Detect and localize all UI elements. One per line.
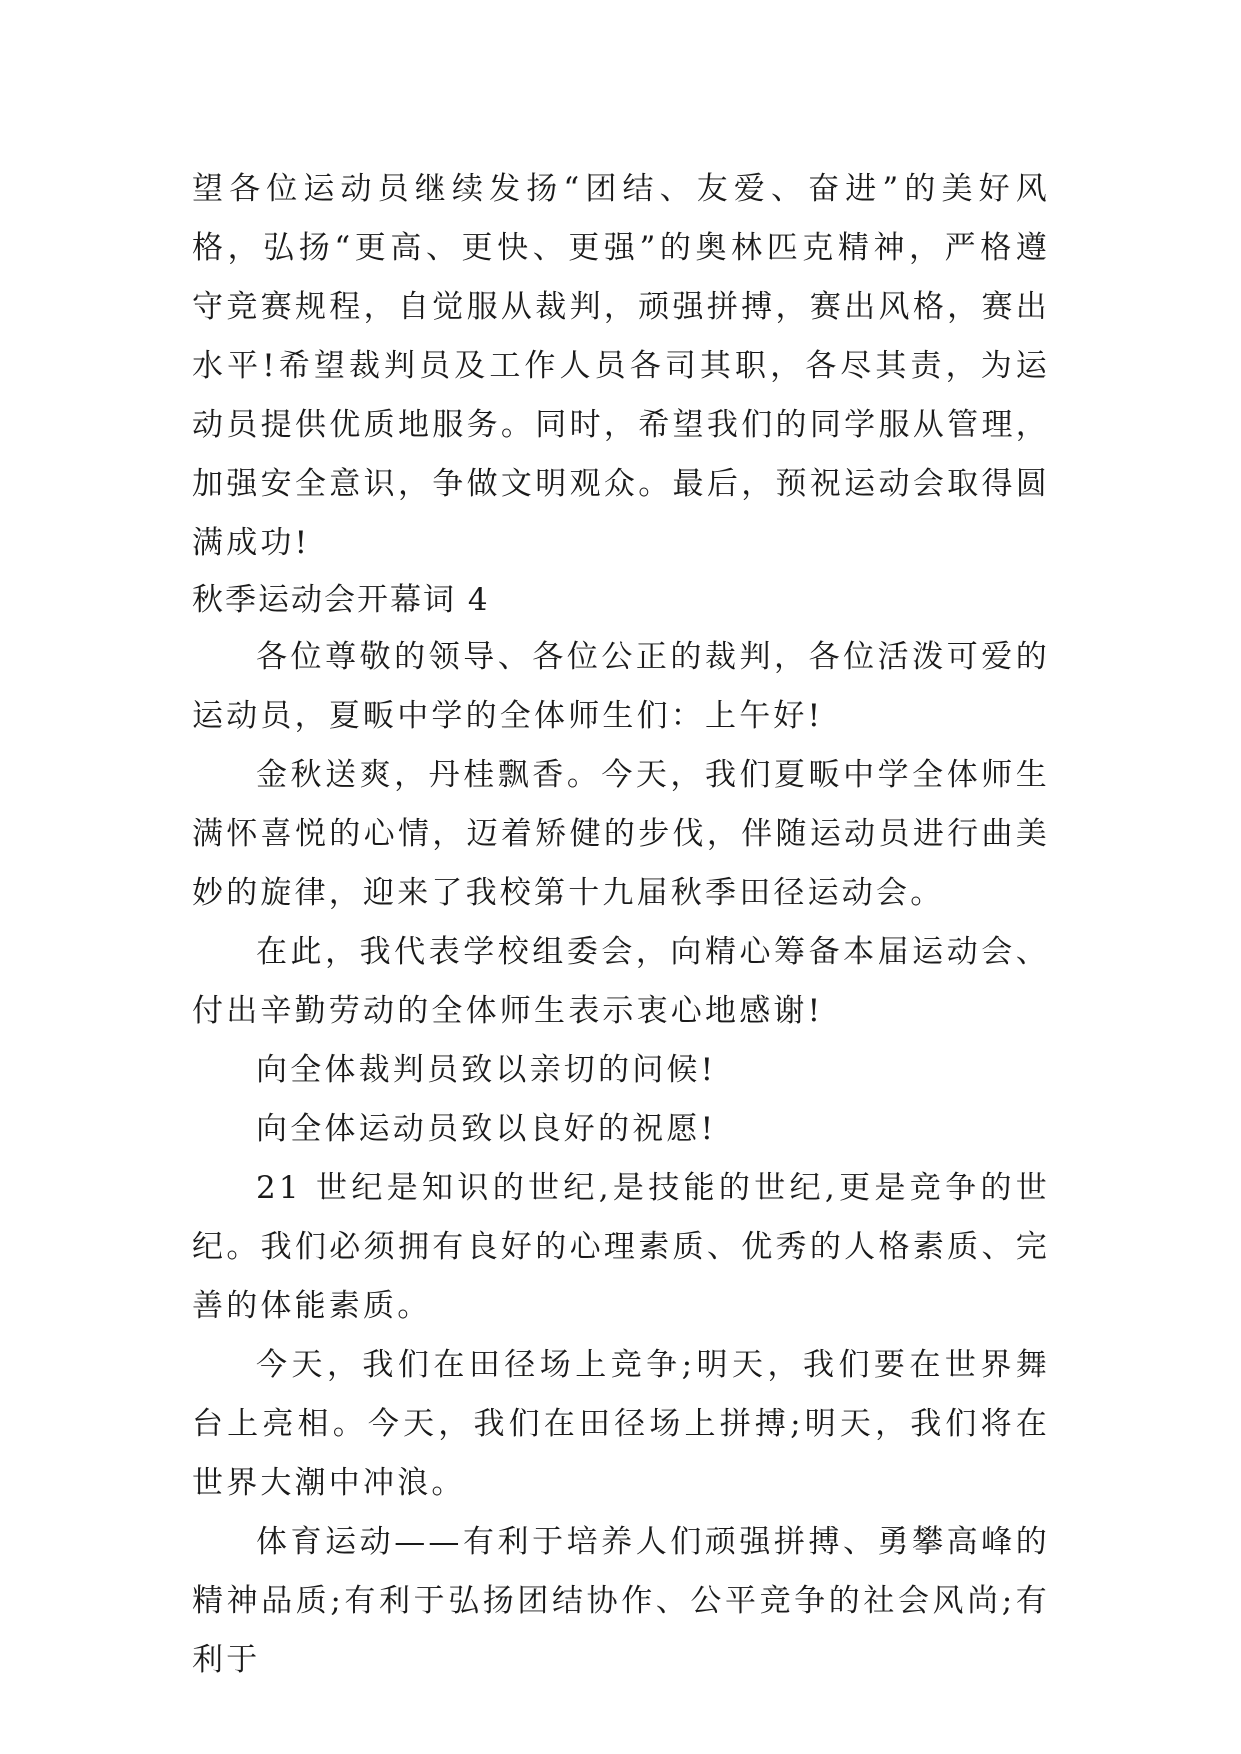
paragraph-thanks: 在此，我代表学校组委会，向精心筹备本届运动会、付出辛勤劳动的全体师生表示衷心地感谢!	[192, 934, 1050, 1029]
paragraph-athletes: 向全体运动员致以良好的祝愿!	[256, 1111, 717, 1147]
paragraph-today-tomorrow: 今天，我们在田径场上竞争;明天，我们要在世界舞台上亮相。今天，我们在田径场上拼搏;明天，我们将在世界大潮中冲浪。	[192, 1347, 1050, 1501]
paragraph-opening: 金秋送爽，丹桂飘香。今天，我们夏畈中学全体师生满怀喜悦的心情，迈着矫健的步伐，伴随运动员进行曲美妙的旋律，迎来了我校第十九届秋季田径运动会。	[192, 757, 1050, 911]
document-body	[192, 160, 1050, 1690]
paragraph-sports: 体育运动——有利于培养人们顽强拼搏、勇攀高峰的精神品质;有利于弘扬团结协作、公平竞争的社会风尚;有利于	[192, 1524, 1050, 1678]
paragraph-referees: 向全体裁判员致以亲切的问候!	[256, 1052, 717, 1088]
paragraph-greeting: 各位尊敬的领导、各位公正的裁判，各位活泼可爱的运动员，夏畈中学的全体师生们：上午好!	[192, 639, 1050, 734]
section-title: 秋季运动会开幕词 4	[192, 582, 490, 618]
continuation-paragraph: 望各位运动员继续发扬“团结、友爱、奋进”的美好风格，弘扬“更高、更快、更强”的奥林匹克精神，严格遵守竞赛规程，自觉服从裁判，顽强拼搏，赛出风格，赛出水平!希望裁判员及工作人员各司其职，各尽其责，为运动员提供优质地服务。同时，希望我们的同学服从管理，加强安全意识，争做文明观众。最后，预祝运动会取得圆满成功!	[192, 171, 1050, 561]
paragraph-century: 21 世纪是知识的世纪,是技能的世纪,更是竞争的世纪。我们必须拥有良好的心理素质、优秀的人格素质、完善的体能素质。	[192, 1170, 1050, 1324]
